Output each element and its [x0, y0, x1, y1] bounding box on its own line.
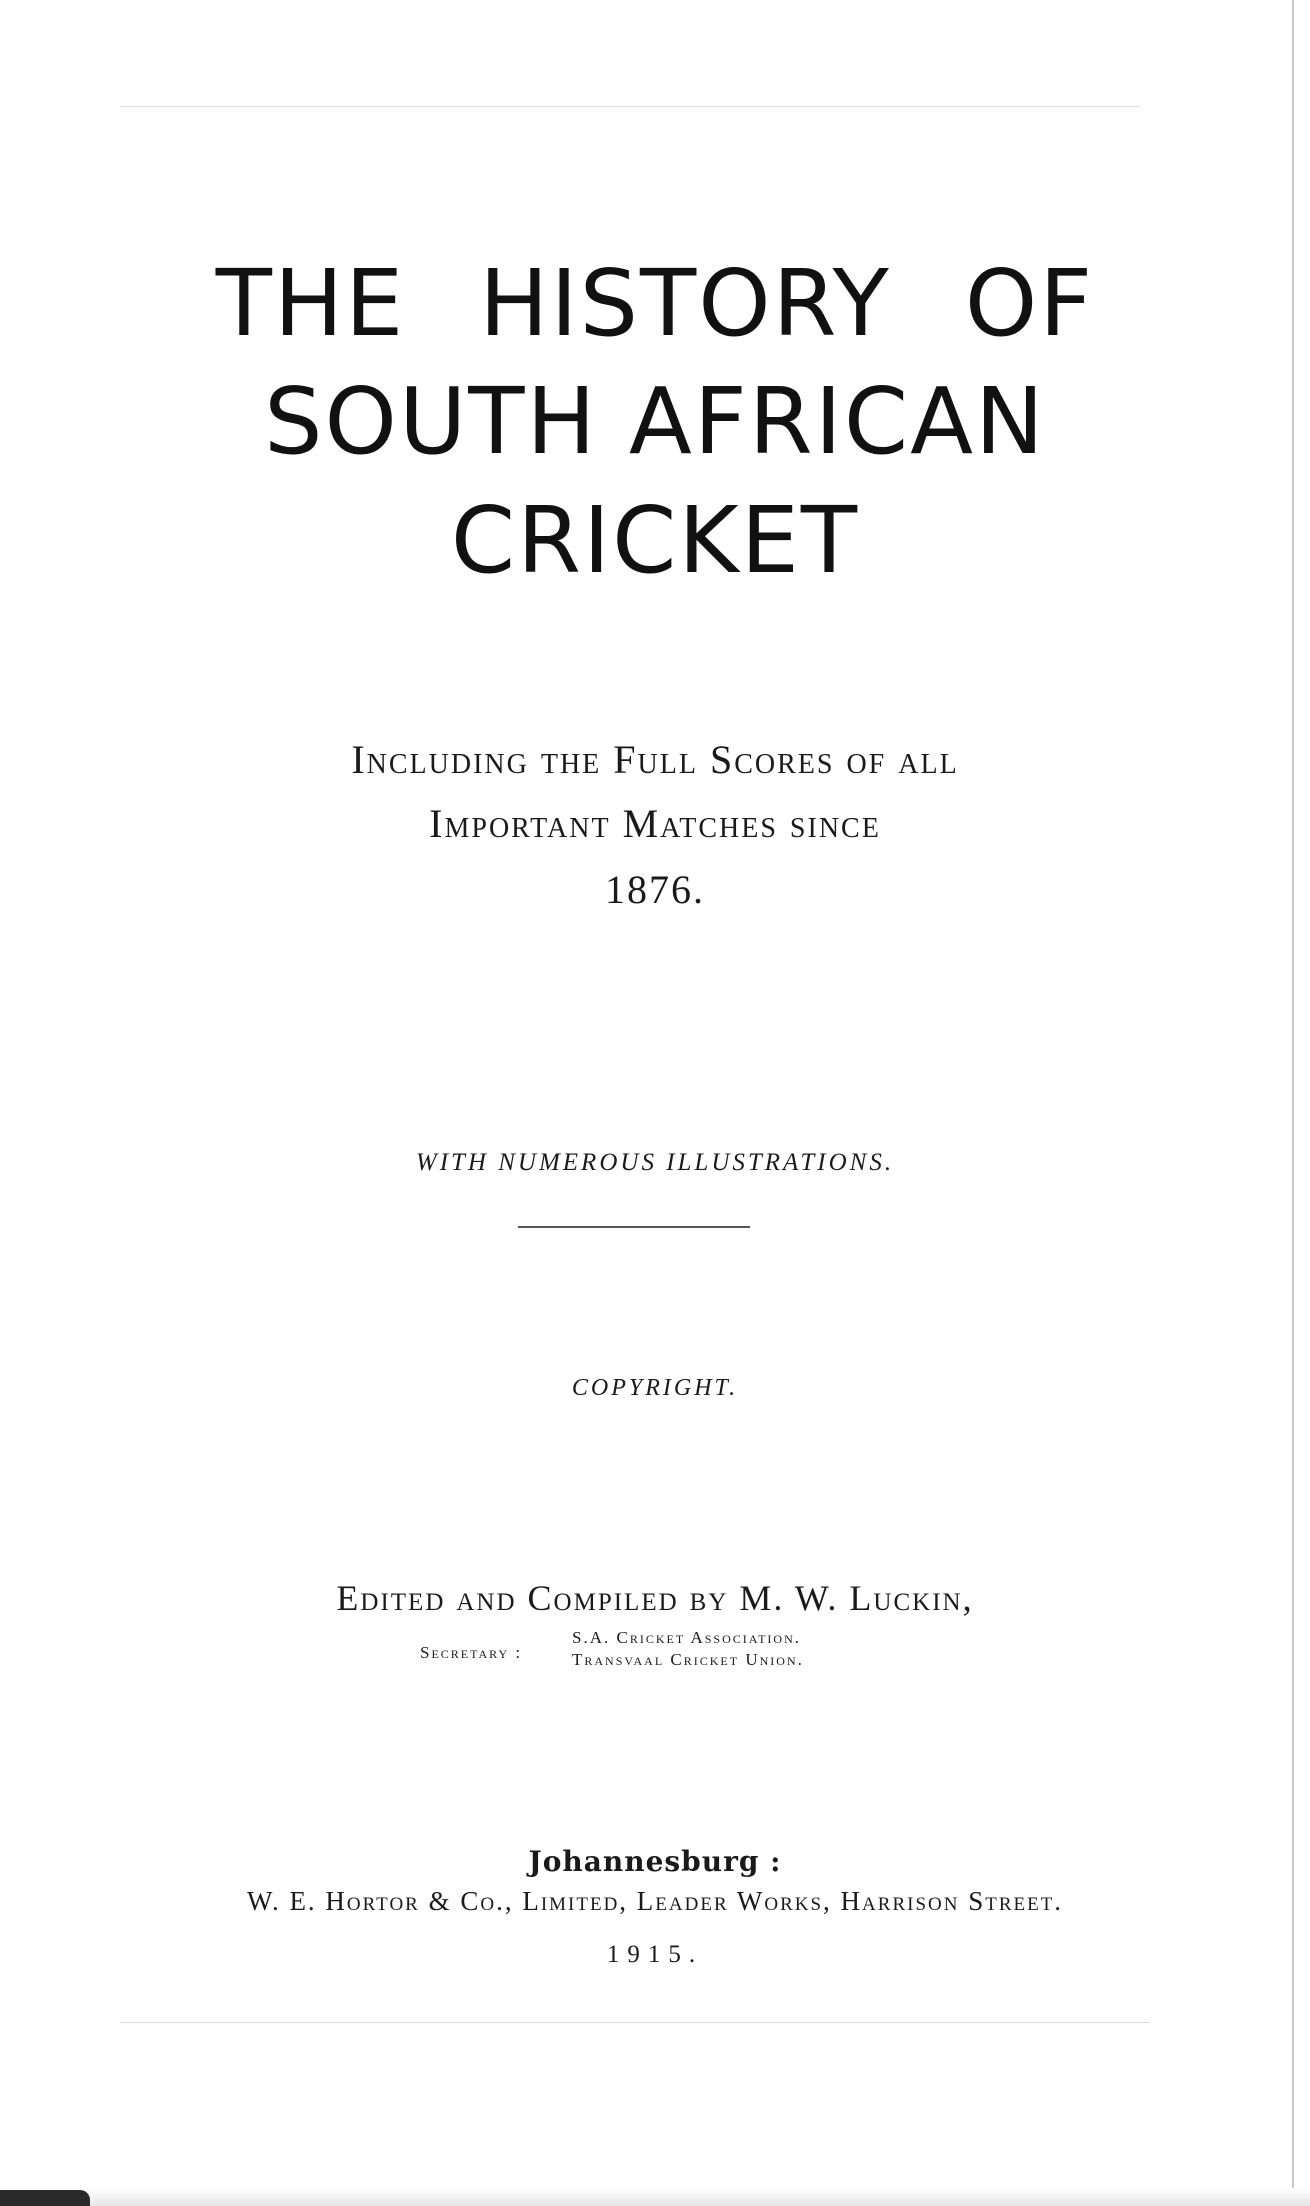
imprint-city: Johannesburg :	[528, 1845, 782, 1878]
faint-top-rule	[120, 106, 1140, 107]
title-line-2: SOUTH AFRICAN	[264, 368, 1046, 475]
subtitle-line-2: Important Matches since	[429, 801, 881, 846]
editor-credit: Edited and Compiled by M. W. Luckin,	[336, 1578, 974, 1618]
title-word-the: THE	[215, 250, 406, 357]
subtitle-year: 1876.	[605, 867, 705, 912]
subtitle-line-1: Including the Full Scores of all	[351, 737, 959, 782]
title-line-3: CRICKET	[450, 487, 860, 594]
copyright-note: COPYRIGHT.	[571, 1375, 739, 1401]
imprint-publisher: W. E. Hortor & Co., Limited, Leader Works, Harrison Street.	[246, 1886, 1064, 1916]
title-line-1	[0, 250, 1310, 357]
page-corner-shadow	[0, 2190, 90, 2206]
title-word-of: OF	[964, 250, 1095, 357]
organization-sa-cricket-association: S.A. Cricket Association.	[572, 1628, 801, 1647]
faint-bottom-rule	[120, 2022, 1150, 2023]
illustrations-note: WITH NUMEROUS ILLUSTRATIONS.	[415, 1149, 895, 1176]
section-divider	[518, 1226, 750, 1228]
secretary-label: Secretary :	[420, 1643, 523, 1662]
organization-transvaal-cricket-union: Transvaal Cricket Union.	[572, 1650, 804, 1669]
page-bottom-edge	[0, 2188, 1310, 2206]
title-word-history: HISTORY	[479, 250, 891, 357]
imprint-year: 1915.	[606, 1941, 704, 1968]
secretary-block	[420, 1628, 920, 1672]
